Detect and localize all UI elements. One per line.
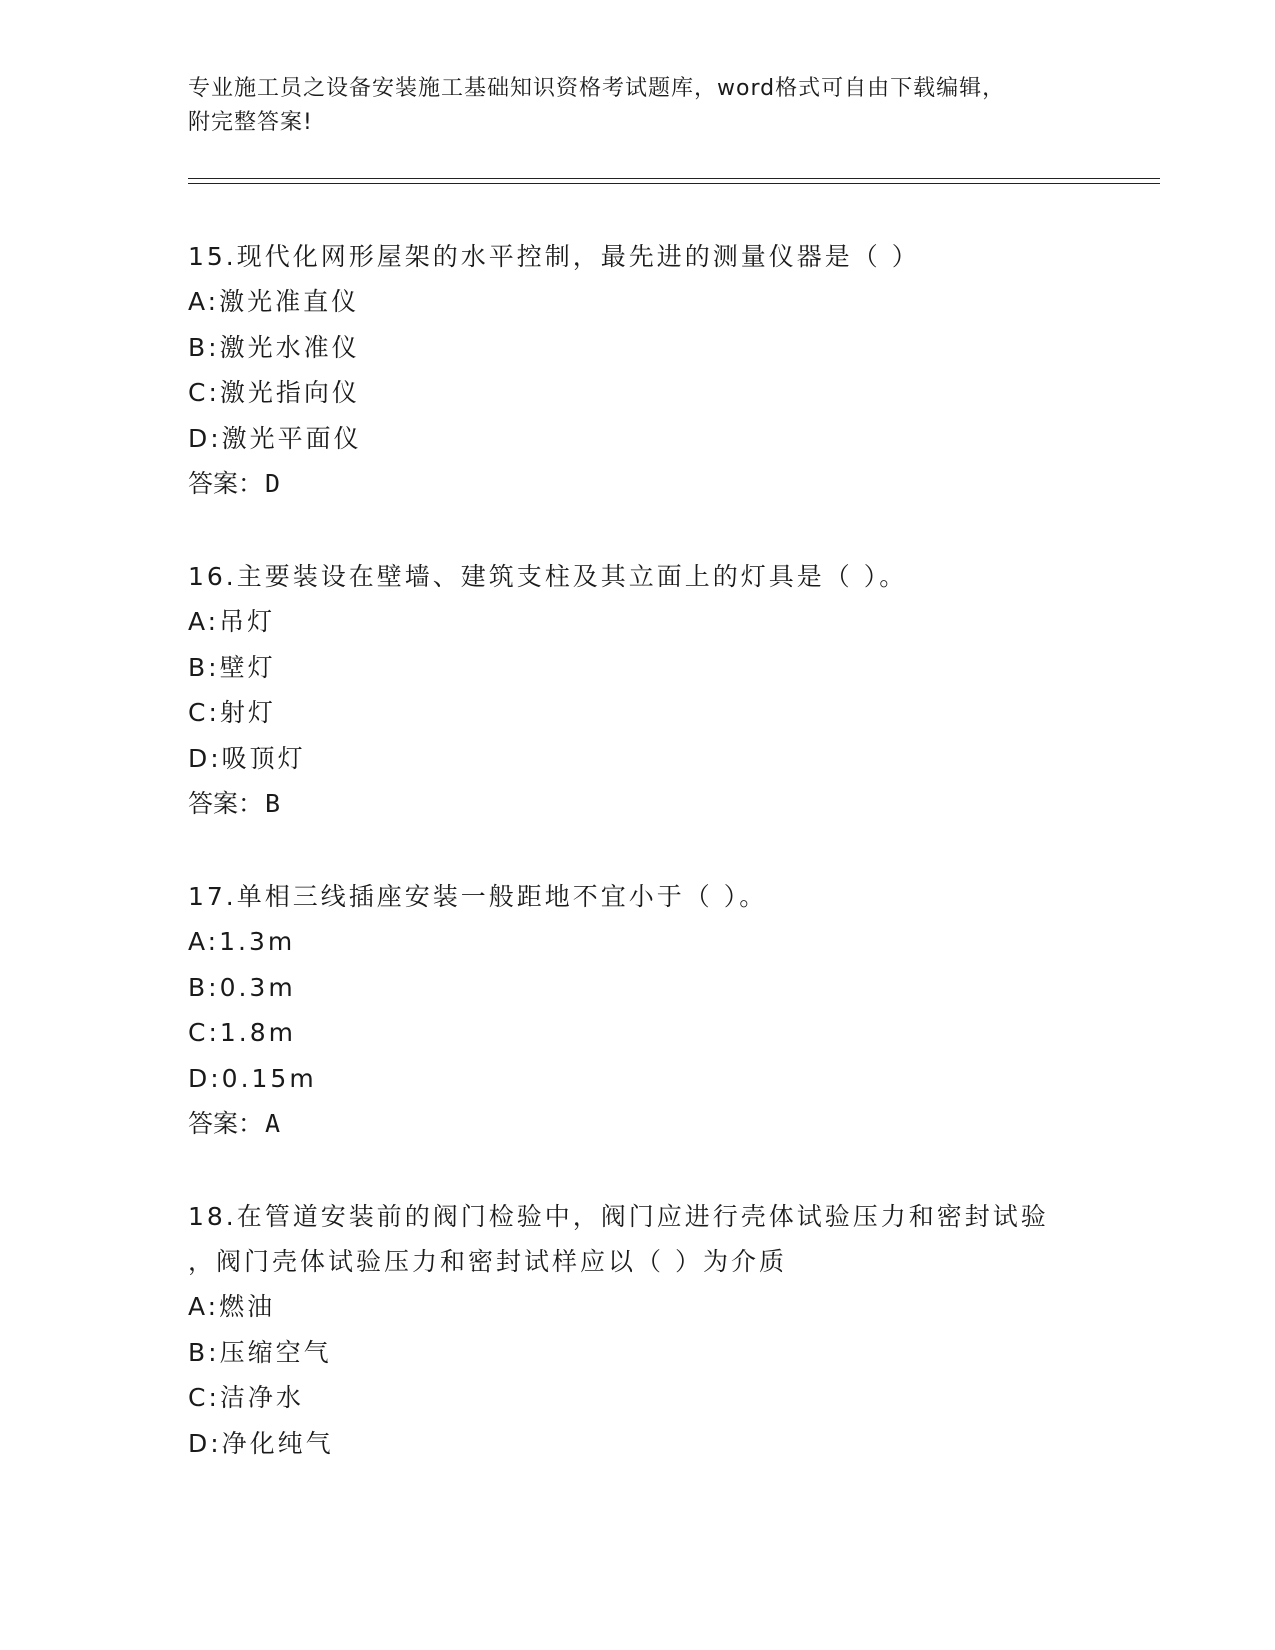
answer-label: 答案：	[188, 469, 264, 498]
option-a: A:燃油	[188, 1292, 276, 1321]
option-c: C:洁净水	[188, 1383, 304, 1412]
header-line-2: 附完整答案!	[188, 110, 313, 135]
option-a: A:激光准直仪	[188, 287, 360, 316]
option-c: C:1.8m	[188, 1018, 296, 1047]
option-b: B:压缩空气	[188, 1337, 332, 1367]
answer-value: A	[265, 1109, 281, 1138]
answer	[188, 781, 1088, 826]
option-b: B:0.3m	[188, 972, 296, 1002]
answer-label: 答案：	[188, 1109, 264, 1138]
option-c: C:激光指向仪	[188, 378, 360, 407]
question-stem-line: 15.现代化网形屋架的水平控制，最先进的测量仪器是（ ）	[188, 242, 920, 271]
answer	[188, 461, 1088, 506]
option-d: D:吸顶灯	[188, 743, 306, 773]
question-stem	[188, 234, 1088, 279]
header-divider-bottom	[188, 183, 1160, 184]
question-stem-line: 16.主要装设在壁墙、建筑支柱及其立面上的灯具是（ ）。	[188, 562, 908, 591]
answer-value: D	[265, 469, 281, 498]
header-line-1: 专业施工员之设备安装施工基础知识资格考试题库，word格式可自由下载编辑，	[188, 76, 1006, 101]
option-a: A:吊灯	[188, 607, 276, 636]
option-c: C:射灯	[188, 698, 276, 727]
answer-value: B	[265, 789, 281, 818]
question-stem	[188, 554, 1088, 599]
question-stem	[188, 1194, 1088, 1284]
answer-label: 答案：	[188, 789, 264, 818]
question-stem-line: 18.在管道安装前的阀门检验中，阀门应进行壳体试验压力和密封试验	[188, 1202, 1049, 1231]
question-18	[188, 1194, 1088, 1466]
question-15	[188, 234, 1088, 506]
option-b: B:激光水准仪	[188, 332, 360, 362]
question-17	[188, 874, 1088, 1146]
document-header	[188, 72, 1068, 140]
option-b: B:壁灯	[188, 652, 276, 682]
question-stem-line: ，阀门壳体试验压力和密封试样应以（ ）为介质	[188, 1247, 787, 1276]
header-divider-top	[188, 178, 1160, 179]
question-stem-line: 17.单相三线插座安装一般距地不宜小于（ ）。	[188, 882, 768, 911]
question-stem	[188, 874, 1088, 919]
option-d: D:净化纯气	[188, 1428, 334, 1458]
option-d: D:激光平面仪	[188, 423, 362, 453]
question-16	[188, 554, 1088, 826]
option-a: A:1.3m	[188, 927, 296, 956]
answer	[188, 1101, 1088, 1146]
option-d: D:0.15m	[188, 1063, 317, 1093]
